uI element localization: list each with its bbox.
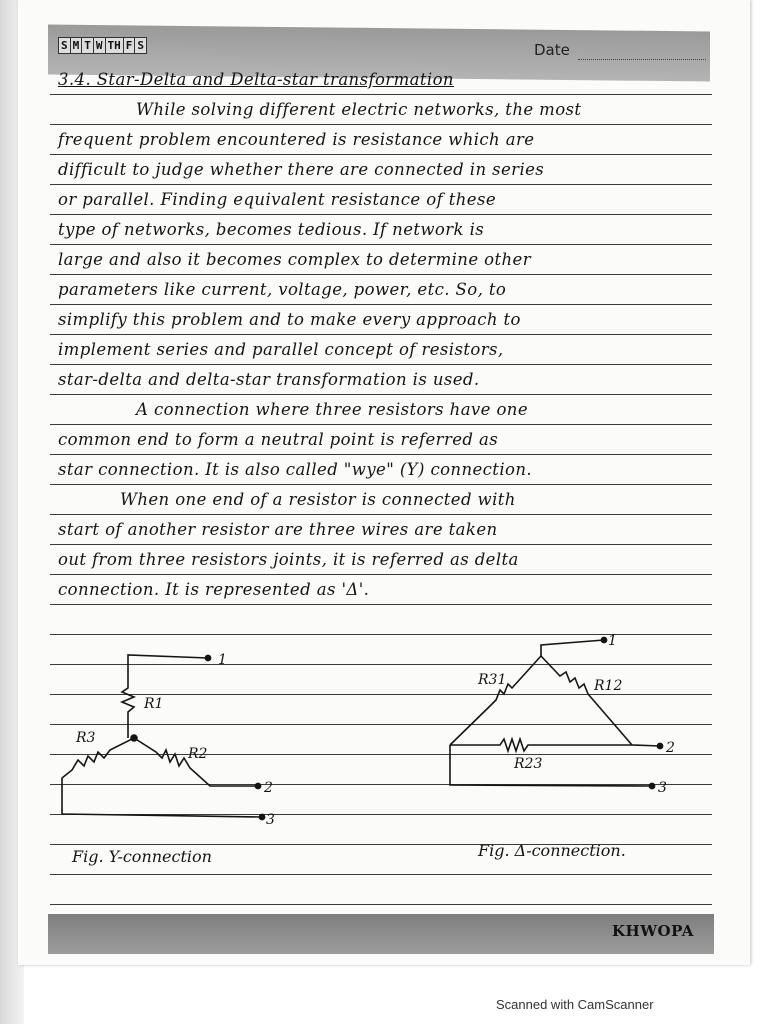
terminal-dot	[205, 655, 210, 660]
resistor-r23	[450, 739, 632, 751]
note-line: difficult to judge whether there are connected in series	[58, 160, 545, 179]
brand-logo: KHWOPA	[612, 922, 694, 940]
wire	[450, 745, 652, 786]
figure-caption-delta: Fig. Δ-connection.	[478, 841, 626, 860]
weekday-box: M	[71, 38, 83, 53]
note-line: frequent problem encountered is resistance which are	[58, 130, 535, 149]
wire	[541, 640, 604, 656]
resistor-label-r31: R31	[478, 672, 507, 688]
terminal-dot	[649, 783, 654, 788]
note-line: When one end of a resistor is connected with	[120, 490, 516, 509]
terminal-label: 3	[266, 812, 275, 828]
weekday-box: T	[82, 38, 94, 53]
note-line: A connection where three resistors have one	[136, 400, 528, 419]
resistor-label-r2: R2	[188, 746, 208, 762]
wire	[128, 655, 208, 662]
note-line: star-delta and delta-star transformation is used.	[58, 370, 480, 389]
wire	[62, 806, 262, 817]
resistor-r3	[62, 738, 134, 806]
terminal-dot	[255, 783, 260, 788]
wire	[632, 745, 660, 746]
resistor-r31	[450, 656, 541, 745]
note-line: start of another resistor are three wires are taken	[58, 520, 498, 539]
weekday-box: F	[124, 38, 136, 53]
scanner-watermark: Scanned with CamScanner	[496, 997, 654, 1012]
note-line: out from three resistors joints, it is referred as delta	[58, 550, 519, 569]
date-label: Date	[534, 41, 570, 59]
note-line: implement series and parallel concept of resistors,	[58, 340, 504, 359]
terminal-dot	[601, 637, 606, 642]
terminal-label: 1	[608, 633, 617, 649]
section-heading: 3.4. Star-Delta and Delta-star transformation	[58, 70, 454, 89]
weekday-box: TH	[106, 38, 124, 53]
weekday-box: W	[94, 38, 106, 53]
note-line: simplify this problem and to make every approach to	[58, 310, 521, 329]
weekday-box: S	[59, 38, 71, 53]
terminal-dot	[259, 814, 264, 819]
resistor-label-r1: R1	[144, 696, 164, 712]
resistor-r12	[541, 656, 632, 745]
note-line: or parallel. Finding equivalent resistance of these	[58, 190, 496, 209]
resistor-r1	[122, 662, 134, 738]
note-line: star connection. It is also called "wye" (Y) connection.	[58, 460, 532, 479]
weekday-box: S	[137, 39, 144, 52]
note-line: parameters like current, voltage, power, etc. So, to	[58, 280, 507, 299]
terminal-label: 1	[218, 652, 227, 668]
note-line: type of networks, becomes tedious. If network is	[58, 220, 485, 239]
note-line: common end to form a neutral point is referred as	[58, 430, 499, 449]
note-line: large and also it becomes complex to determine other	[58, 250, 531, 269]
terminal-label: 3	[658, 780, 667, 796]
figure-caption-y: Fig. Y-connection	[72, 847, 212, 866]
terminal-label: 2	[666, 740, 675, 756]
resistor-label-r3: R3	[76, 730, 96, 746]
delta-connection-diagram	[450, 637, 663, 788]
resistor-label-r23: R23	[514, 756, 543, 772]
note-line: connection. It is represented as 'Δ'.	[58, 580, 370, 599]
resistor-label-r12: R12	[594, 678, 623, 694]
note-line: While solving different electric networks, the most	[136, 100, 582, 119]
terminal-label: 2	[264, 780, 273, 796]
terminal-dot	[657, 743, 662, 748]
